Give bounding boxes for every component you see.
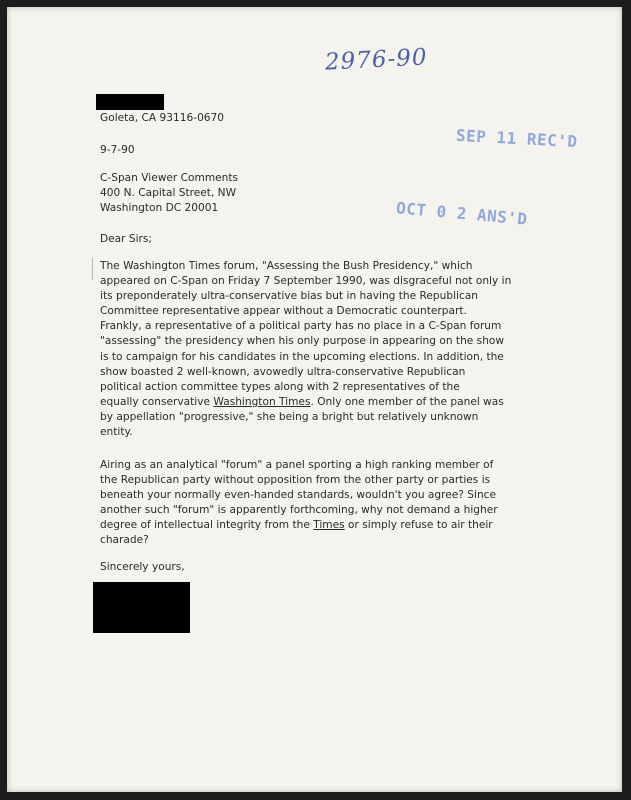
recipient-line-3: Washington DC 20001 (100, 202, 219, 214)
body-paragraph-1 (100, 259, 511, 440)
p1-line: political action committee types along with 2 representatives of the (100, 380, 460, 393)
newspaper-title: Washington Times (213, 395, 311, 408)
p1-line: appeared on C-Span on Friday 7 September 1990, was disgraceful not only in (100, 275, 512, 288)
p2-text: degree of intellectual integrity from the (100, 519, 314, 532)
p1-line (100, 395, 511, 410)
p1-line: The Washington Times forum, "Assessing the Bush Presidency," which (100, 260, 473, 272)
body-paragraph-2 (100, 458, 498, 549)
newspaper-title: Times (313, 519, 345, 532)
p1-line: by appellation "progressive," she being a bright but relatively unknown (100, 410, 479, 423)
recipient-line-1: C-Span Viewer Comments (100, 172, 239, 184)
p2-line: Airing as an analytical "forum" a panel sporting a high ranking member of (100, 459, 494, 471)
p1-line: "assessing" the presidency when his only purpose in appearing on the show (100, 335, 505, 348)
salutation: Dear Sirs; (100, 233, 153, 245)
p2-line: beneath your normally even-handed standards, wouldn't you agree? Since (100, 489, 497, 502)
redacted-name (96, 94, 164, 110)
p1-line: entity. (100, 426, 133, 439)
p2-line: another such "forum" is apparently forthcoming, why not demand a higher (100, 504, 498, 517)
p1-line: Frankly, a representative of a political party has no place in a C-Span forum (100, 320, 502, 333)
p1-text: equally conservative (100, 395, 214, 408)
p2-text: or simply refuse to air their (344, 519, 493, 532)
p1-line: Committee representative appear without a Democratic counterpart. (100, 305, 467, 318)
margin-mark (92, 258, 96, 280)
p1-line: is to campaign for his candidates in the upcoming elections. In addition, the (100, 350, 504, 363)
p1-text: . Only one member of the panel was (310, 395, 504, 408)
p2-line: the Republican party without opposition from the other party or parties is (100, 474, 491, 487)
p2-line: charade? (100, 534, 149, 547)
p1-line: its preponderately ultra-conservative bias but in having the Republican (100, 290, 479, 303)
redacted-signature (93, 582, 190, 633)
sender-address: Goleta, CA 93116-0670 (100, 112, 225, 124)
letter-date: 9-7-90 (100, 144, 135, 156)
p2-line (100, 518, 498, 533)
received-stamp: SEP 11 REC'D (455, 125, 579, 152)
answered-stamp: OCT 0 2 ANS'D (395, 198, 529, 229)
recipient-line-2: 400 N. Capital Street, NW (100, 187, 237, 199)
handwritten-file-number: 2976-90 (324, 44, 429, 76)
closing: Sincerely yours, (100, 561, 185, 573)
p1-line: show boasted 2 well-known, avowedly ultra-conservative Republican (100, 365, 466, 378)
